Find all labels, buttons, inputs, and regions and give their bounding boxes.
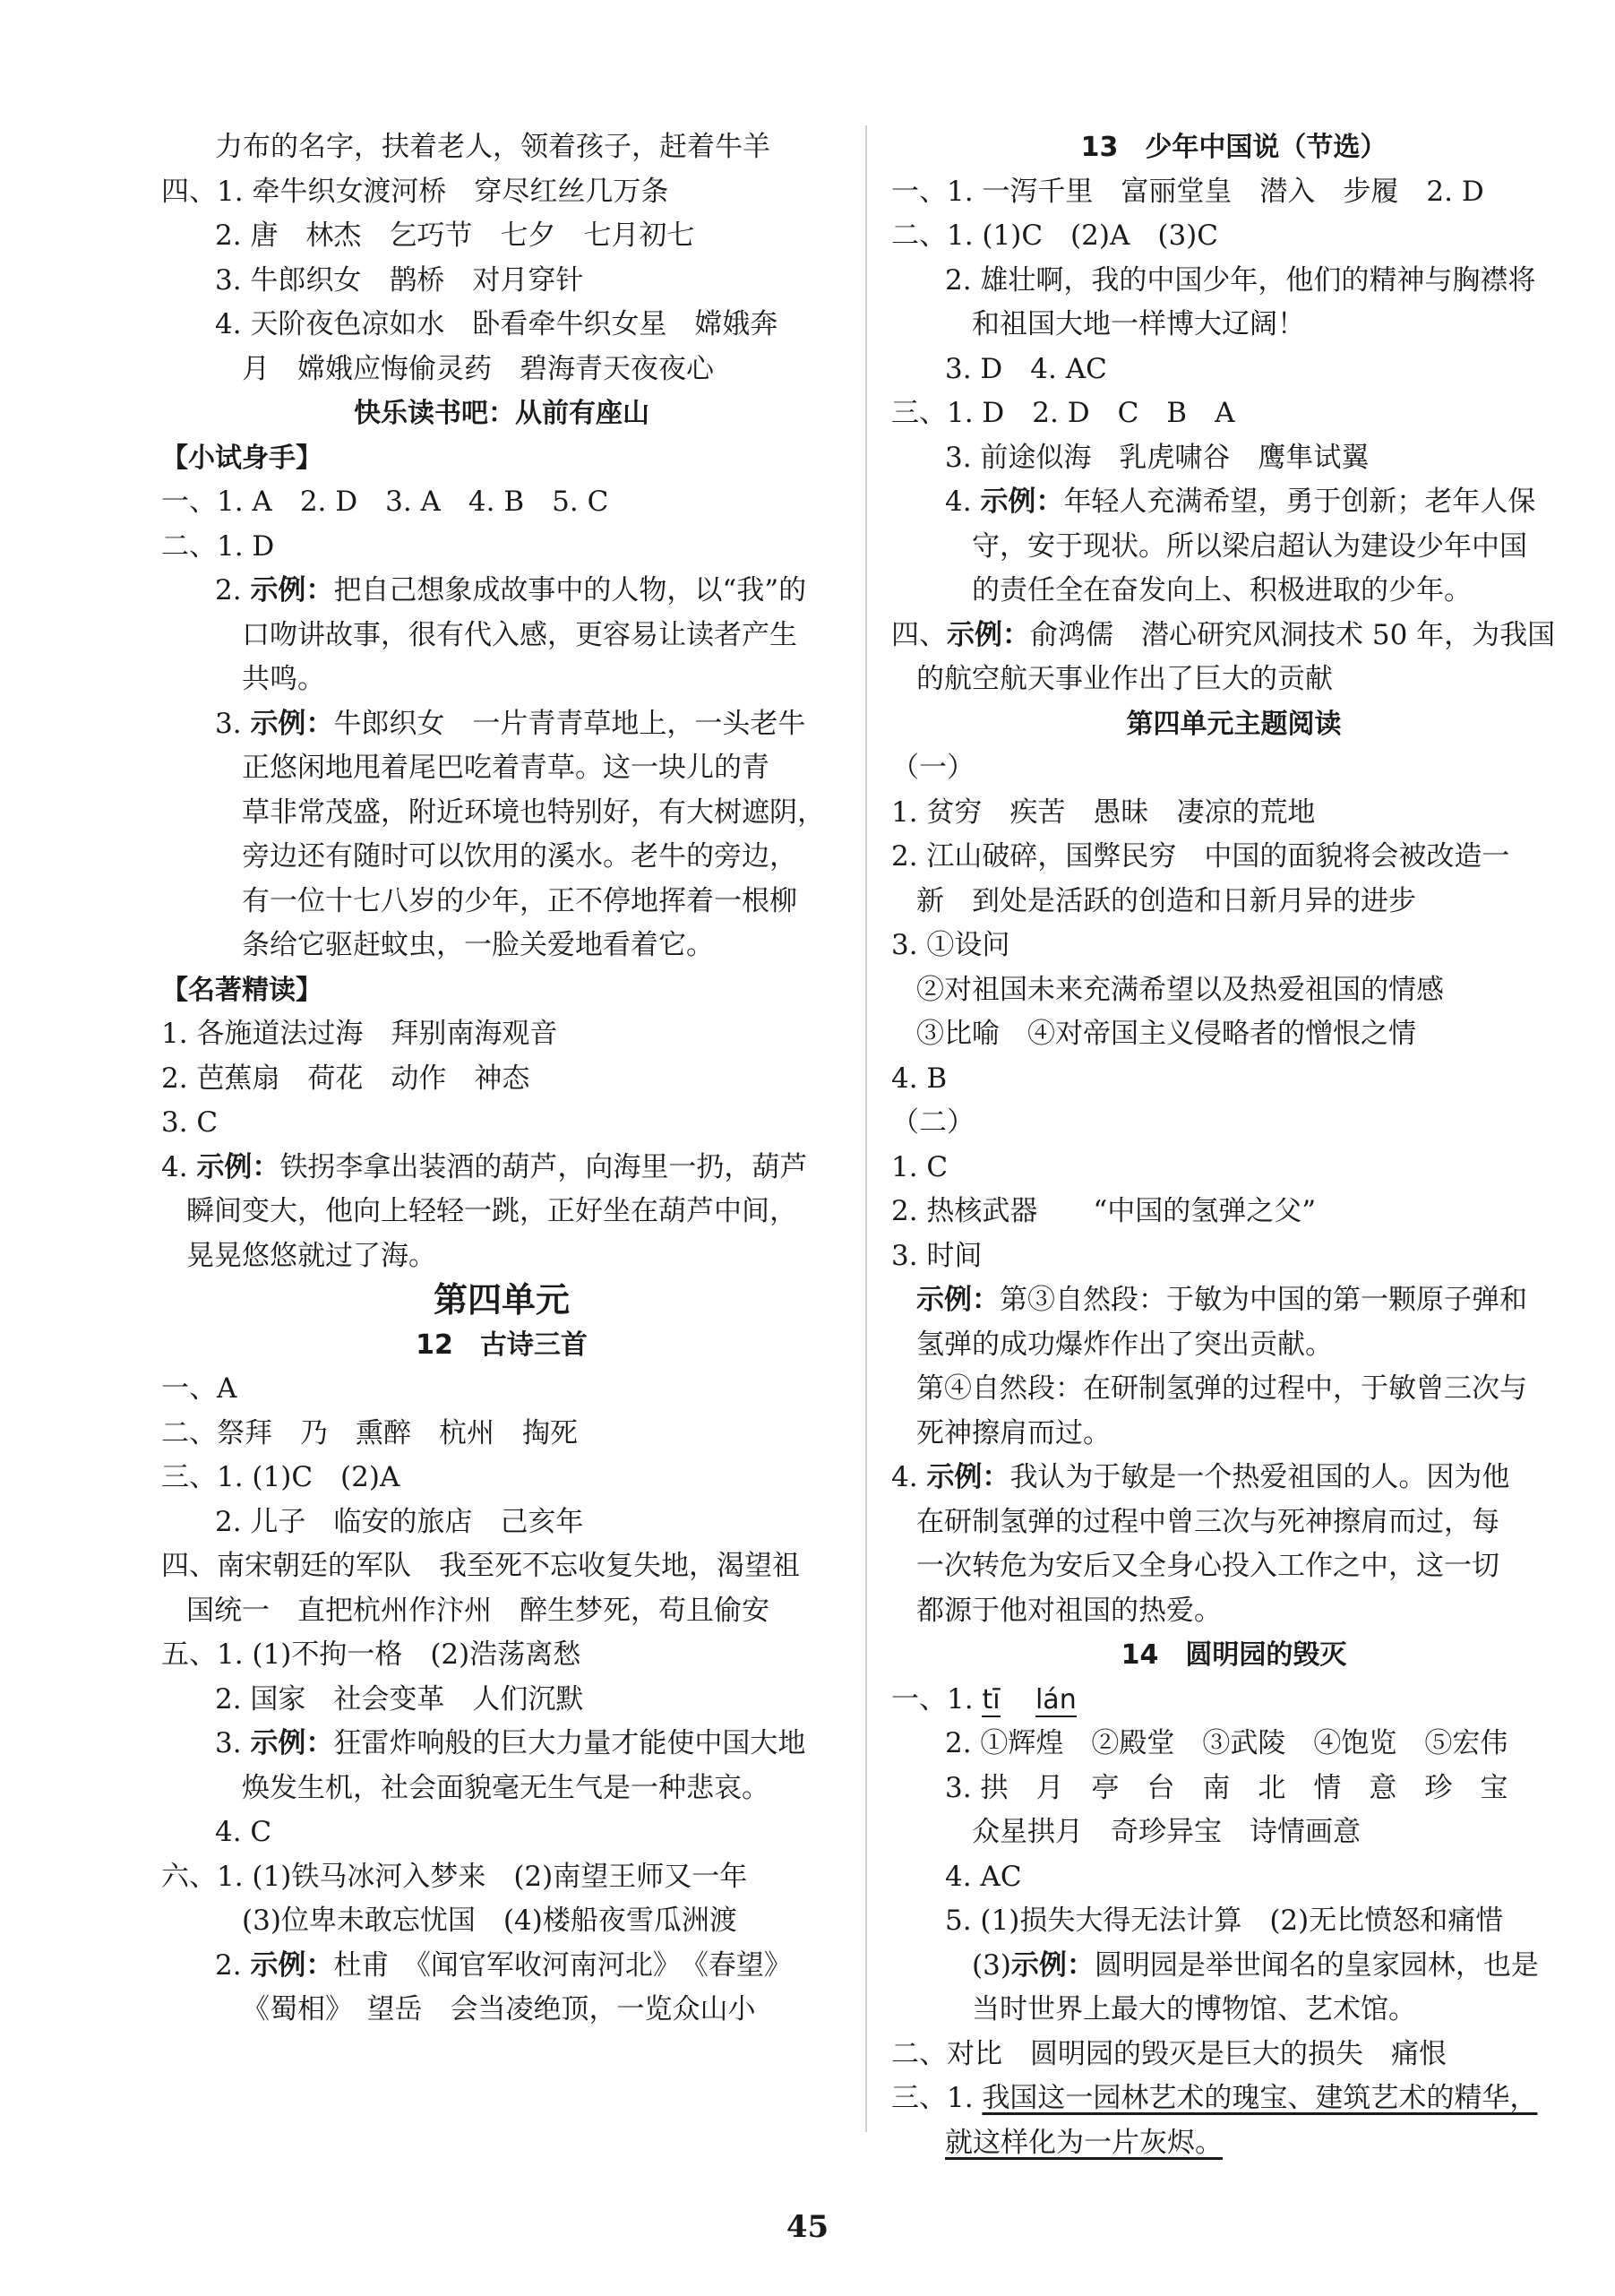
answer-line: 2. ①辉煌 ②殿堂 ③武陵 ④饱览 ⑤宏伟	[945, 1727, 1508, 1759]
answer-line: 瞬间变大，他向上轻轻一跳，正好坐在葫芦中间，	[186, 1195, 797, 1227]
answer-line: 晃晃悠悠就过了海。	[186, 1239, 436, 1272]
answer-line: 2. 唐 林杰 乞巧节 七夕 七月初七	[215, 219, 695, 252]
answer-line: 月 嫦娥应悔偷灵药 碧海青天夜夜心	[242, 352, 714, 385]
answer-line: 3. 牛郎织女 鹊桥 对月穿针	[215, 263, 584, 297]
question-number: 4.	[945, 486, 981, 518]
answer-text: 铁拐李拿出装酒的葫芦，向海里一扔，葫芦	[279, 1150, 808, 1183]
answer-line: 2. 国家 社会变革 人们沉默	[215, 1682, 584, 1716]
answer-line: 四、南宋朝廷的军队 我至死不忘收复失地，渴望祖	[161, 1550, 800, 1582]
answer-text: 我认为于敏是一个热爱祖国的人。因为他	[1009, 1461, 1510, 1493]
question-number: 四、	[891, 618, 947, 651]
answer-line: 的责任全在奋发向上、积极进取的少年。	[972, 574, 1472, 606]
answer-line	[161, 702, 842, 747]
pinyin-answer: tī	[982, 1683, 1001, 1716]
section-title-reading: 快乐读书吧：从前有座山	[354, 398, 649, 429]
answer-line: 焕发生机，社会面貌毫无生气是一种悲哀。	[242, 1771, 769, 1804]
lesson-title-12: 12 古诗三首	[416, 1329, 588, 1361]
answer-line: 3. C	[161, 1106, 219, 1139]
answer-line: 一、A	[161, 1372, 237, 1405]
left-column	[161, 125, 842, 2033]
question-number: 4.	[161, 1150, 197, 1183]
example-label: 示例：	[250, 574, 334, 606]
answer-line: 六、1. (1)铁马冰河入梦来 (2)南望王师又一年	[161, 1860, 748, 1893]
right-column	[891, 125, 1576, 2165]
page-number: 45	[786, 2209, 829, 2245]
answer-line: 氢弹的成功爆炸作出了突出贡献。	[916, 1328, 1333, 1361]
answer-line: 三、1. D 2. D C B A	[891, 397, 1235, 429]
question-number: 2.	[215, 574, 251, 606]
answer-line: 旁边还有随时可以饮用的溪水。老牛的旁边，	[242, 840, 797, 873]
lesson-title-14: 14 圆明园的毁灭	[1121, 1639, 1347, 1671]
answer-line	[891, 614, 1576, 658]
answer-line	[161, 1146, 842, 1191]
question-number: 三、1.	[891, 2082, 983, 2114]
example-label: 示例：	[947, 618, 1030, 651]
answer-line: 二、1. D	[161, 529, 275, 563]
answer-line: 一、1. 一泻千里 富丽堂皇 潜入 步履 2. D	[891, 175, 1484, 208]
answer-text: 俞鸿儒 潜心研究风洞技术 50 年，为我国	[1030, 618, 1556, 651]
answer-line: 2. 儿子 临安的旅店 己亥年	[215, 1505, 584, 1538]
question-number: 一、1.	[891, 1682, 983, 1716]
underlined-answer: 就这样化为一片灰烬。	[945, 2126, 1223, 2159]
answer-line: 一、1. A 2. D 3. A 4. B 5. C	[161, 486, 609, 518]
example-label: 示例：	[196, 1150, 280, 1183]
example-label: 示例：	[250, 707, 334, 740]
answer-line: 2. 热核武器 “中国的氢弹之父”	[891, 1195, 1317, 1227]
answer-line: 在研制氢弹的过程中曾三次与死神擦肩而过，每	[916, 1505, 1499, 1538]
answer-line: 都源于他对祖国的热爱。	[916, 1594, 1222, 1627]
answer-line: 3. 拱 月 亭 台 南 北 情 意 珍 宝	[945, 1771, 1508, 1804]
example-label: 示例：	[1010, 1948, 1095, 1982]
answer-line	[891, 2077, 1576, 2121]
answer-line: 一次转危为安后又全身心投入工作之中，这一切	[916, 1550, 1499, 1582]
answer-line: 五、1. (1)不拘一格 (2)浩荡离愁	[161, 1638, 581, 1671]
answer-line: 共鸣。	[242, 663, 325, 695]
answer-line: 二、1. (1)C (2)A (3)C	[891, 219, 1218, 252]
answer-line: 第④自然段：在研制氢弹的过程中，于敏曾三次与	[916, 1372, 1527, 1405]
answer-line	[891, 1456, 1576, 1501]
answer-line: 三、1. (1)C (2)A	[161, 1461, 400, 1493]
answer-text: 第③自然段：于敏为中国的第一颗原子弹和	[1000, 1284, 1527, 1316]
answer-line	[891, 1944, 1576, 1989]
example-label: 示例：	[250, 1948, 334, 1982]
pinyin-answer: lán	[1035, 1683, 1077, 1716]
answer-line: 4. AC	[945, 1860, 1022, 1893]
answer-line: ②对祖国未来充满希望以及热爱祖国的情感	[916, 973, 1444, 1006]
answer-text: 圆明园是举世闻名的皇家园林，也是	[1094, 1948, 1539, 1982]
answer-line: 3. 前途似海 乳虎啸谷 鹰隼试翼	[945, 441, 1370, 474]
unit-title: 第四单元	[433, 1280, 570, 1320]
answer-line: 1. 贫穷 疾苦 愚昧 凄凉的荒地	[891, 795, 1316, 829]
answer-line: 草非常茂盛，附近环境也特别好，有大树遮阴，	[242, 795, 825, 829]
answer-line	[891, 1278, 1576, 1323]
answer-line: 的航空航天事业作出了巨大的贡献	[916, 663, 1333, 695]
question-number: 2.	[215, 1948, 251, 1982]
question-number: (3)	[972, 1948, 1011, 1982]
example-label: 示例：	[916, 1284, 1000, 1316]
answer-line	[891, 2121, 1576, 2166]
answer-line: 4. B	[891, 1062, 948, 1095]
answer-line: 3. D 4. AC	[945, 352, 1107, 385]
column-divider	[865, 125, 867, 2132]
answer-text: 把自己想象成故事中的人物，以“我”的	[333, 574, 807, 606]
answer-line: 当时世界上最大的博物馆、艺术馆。	[972, 1993, 1416, 2025]
answer-text: 杜甫 《闻官军收河南河北》 《春望》	[333, 1948, 792, 1982]
subsection-header-classic: 【名著精读】	[161, 974, 322, 1006]
theme-reading-title: 第四单元主题阅读	[1126, 708, 1342, 740]
answer-line: 2. 芭蕉扇 荷花 动作 神态	[161, 1062, 530, 1095]
answer-line	[891, 1678, 1576, 1723]
answer-line: 2. 雄壮啊，我的中国少年，他们的精神与胸襟将	[945, 263, 1536, 297]
example-label: 示例：	[250, 1727, 334, 1759]
answer-line: 3. ①设问	[891, 929, 1010, 961]
answer-line: 5. (1)损失大得无法计算 (2)无比愤怒和痛惜	[945, 1905, 1504, 1937]
lesson-title-13: 13 少年中国说（节选）	[1080, 132, 1387, 163]
answer-line: 二、对比 圆明园的毁灭是巨大的损失 痛恨	[891, 2037, 1447, 2070]
example-label: 示例：	[926, 1461, 1010, 1493]
answer-line: 4. 天阶夜色凉如水 卧看牵牛织女星 嫦娥奔	[215, 308, 778, 340]
answer-text: 牛郎织女 一片青青草地上，一头老牛	[333, 707, 806, 740]
question-number: 3.	[215, 707, 251, 740]
answer-line: 新 到处是活跃的创造和日新月异的进步	[916, 884, 1416, 917]
answer-line: (3)位卑未敢忘忧国 (4)楼船夜雪瓜洲渡	[242, 1905, 737, 1937]
answer-line	[161, 1722, 842, 1767]
answer-line: 二、祭拜 乃 熏醉 杭州 掏死	[161, 1416, 578, 1449]
answer-line: 守，安于现状。所以梁启超认为建设少年中国	[972, 529, 1527, 563]
answer-line: ③比喻 ④对帝国主义侵略者的憎恨之情	[916, 1018, 1416, 1050]
answer-line: 1. C	[891, 1150, 949, 1183]
answer-line: 《蜀相》 望岳 会当凌绝顶，一览众山小	[242, 1993, 756, 2025]
answer-line: 4. C	[215, 1816, 272, 1848]
answer-text: 年轻人充满希望，勇于创新；老年人保	[1063, 486, 1536, 518]
subsection-header-try: 【小试身手】	[161, 442, 322, 474]
answer-line	[161, 569, 842, 614]
answer-line	[891, 480, 1576, 525]
passage-header: （一）	[891, 752, 975, 784]
answer-line: 2. 江山破碎，国弊民穷 中国的面貌将会被改造一	[891, 840, 1510, 873]
answer-line: 众星拱月 奇珍异宝 诗情画意	[972, 1816, 1361, 1848]
answer-line	[161, 1944, 842, 1989]
answer-line: 死神擦肩而过。	[916, 1416, 1111, 1449]
answer-line: 四、1. 牵牛织女渡河桥 穿尽红丝几万条	[161, 175, 669, 208]
underlined-answer: 我国这一园林艺术的瑰宝、建筑艺术的精华，	[982, 2082, 1538, 2114]
question-number: 4.	[891, 1461, 927, 1493]
answer-line: 力布的名字，扶着老人，领着孩子，赶着牛羊	[215, 131, 770, 163]
answer-text: 狂雷炸响般的巨大力量才能使中国大地	[333, 1727, 806, 1759]
example-label: 示例：	[980, 486, 1064, 518]
question-number: 3.	[215, 1727, 251, 1759]
answer-line: 和祖国大地一样博大辽阔！	[972, 308, 1305, 340]
answer-line: 正悠闲地甩着尾巴吃着青草。这一块儿的青	[242, 752, 769, 784]
answer-line: 3. 时间	[891, 1239, 983, 1272]
answer-line: 条给它驱赶蚊虫，一脸关爱地看着它。	[242, 929, 714, 961]
answer-line: 有一位十七八岁的少年，正不停地挥着一根柳	[242, 884, 797, 917]
answer-line: 口吻讲故事，很有代入感，更容易让读者产生	[242, 618, 797, 651]
answer-line: 1. 各施道法过海 拜别南海观音	[161, 1018, 558, 1050]
passage-header: （二）	[891, 1106, 975, 1139]
answer-line: 国统一 直把杭州作汴州 醉生梦死，苟且偷安	[186, 1594, 769, 1627]
